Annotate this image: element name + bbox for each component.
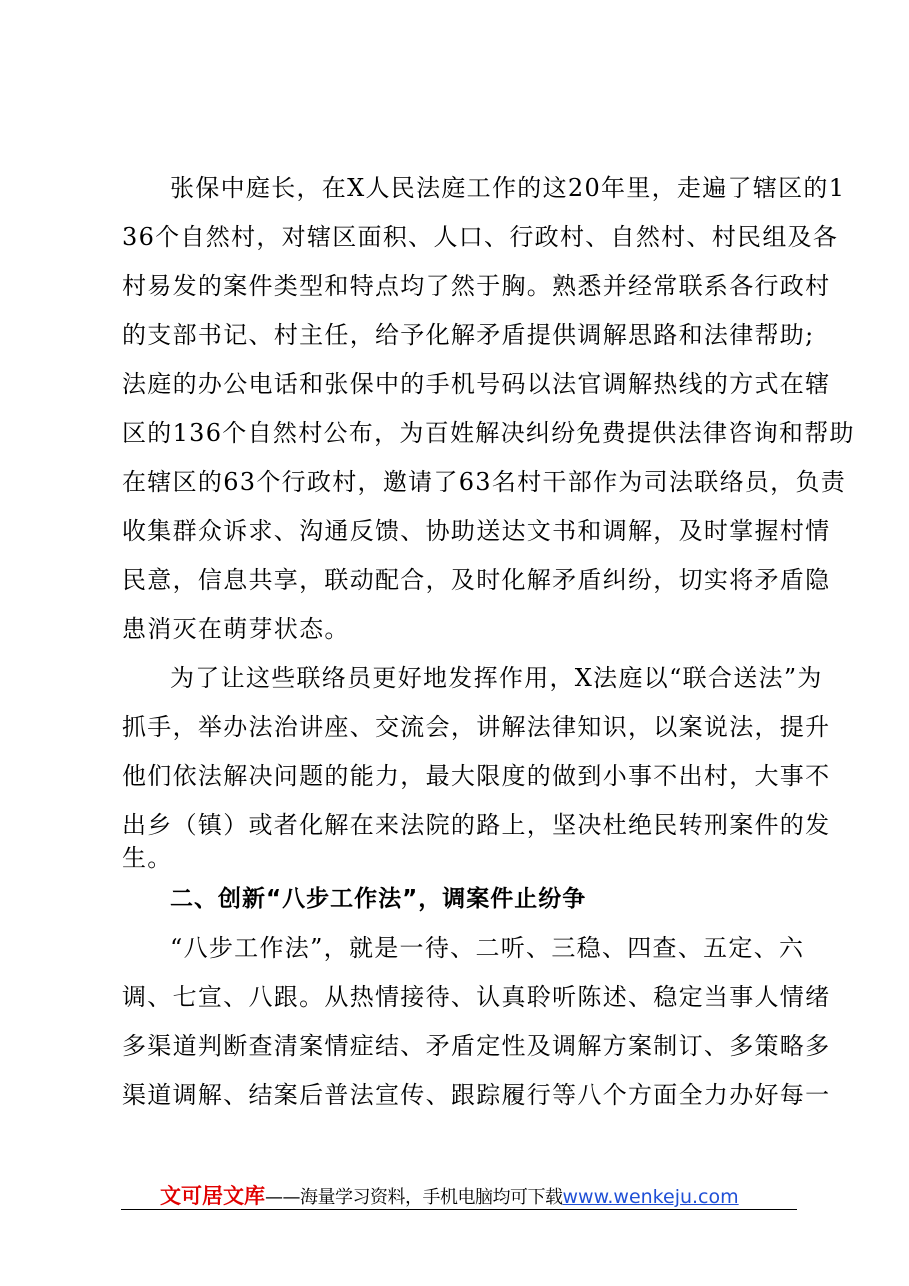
footer (160, 1182, 739, 1210)
paragraph-2-line-2: 抓手，举办法治讲座、交流会，讲解法律知识，以案说法，提升 (122, 713, 831, 741)
paragraph-1-line-3: 村易发的案件类型和特点均了然于胸。熟悉并经常联系各行政村 (122, 272, 831, 300)
footer-website-link[interactable]: www.wenkeju.com (562, 1186, 739, 1208)
paragraph-3-line-3: 多渠道判断查清案情症结、矛盾定性及调解方案制订、多策略多 (122, 1032, 831, 1060)
footer-brand: 文可居文库 (160, 1184, 265, 1208)
paragraph-1-line-5: 法庭的办公电话和张保中的手机号码以法官调解热线的方式在辖 (122, 370, 831, 398)
paragraph-3-line-2: 调、七宣、八跟。从热情接待、认真聆听陈述、稳定当事人情绪 (122, 983, 831, 1011)
paragraph-1-line-1: 张保中庭长，在X人民法庭工作的这20年里，走遍了辖区的1 (170, 174, 846, 202)
paragraph-1-line-8: 收集群众诉求、沟通反馈、协助送达文书和调解，及时掌握村情 (122, 517, 831, 545)
paragraph-3-line-1: “八步工作法”，就是一待、二听、三稳、四查、五定、六 (170, 934, 805, 962)
footer-divider (121, 1209, 797, 1210)
section-heading: 二、创新“八步工作法”，调案件止纷争 (170, 886, 587, 912)
paragraph-2-line-5: 生。 (122, 844, 173, 872)
paragraph-1-line-10: 患消灭在萌芽状态。 (122, 615, 350, 643)
footer-tagline: ——海量学习资料，手机电脑均可下载 (265, 1187, 563, 1208)
paragraph-1-line-2: 36个自然村，对辖区面积、人口、行政村、自然村、村民组及各 (122, 223, 839, 251)
paragraph-2-line-3: 他们依法解决问题的能力，最大限度的做到小事不出村，大事不 (122, 762, 831, 790)
paragraph-2-line-4: 出乡（镇）或者化解在来法院的路上，坚决杜绝民转刑案件的发 (122, 811, 831, 839)
paragraph-1-line-9: 民意，信息共享，联动配合，及时化解矛盾纠纷，切实将矛盾隐 (122, 566, 831, 594)
paragraph-3-line-4: 渠道调解、结案后普法宣传、跟踪履行等八个方面全力办好每一 (122, 1081, 831, 1109)
paragraph-2-line-1: 为了让这些联络员更好地发挥作用，X法庭以“联合送法”为 (170, 664, 823, 692)
paragraph-1-line-4: 的支部书记、村主任，给予化解矛盾提供调解思路和法律帮助; (122, 321, 815, 349)
paragraph-1-line-6: 区的136个自然村公布，为百姓解决纠纷免费提供法律咨询和帮助 (122, 419, 855, 447)
paragraph-1-line-7: 在辖区的63个行政村，邀请了63名村干部作为司法联络员，负责 (122, 468, 847, 496)
